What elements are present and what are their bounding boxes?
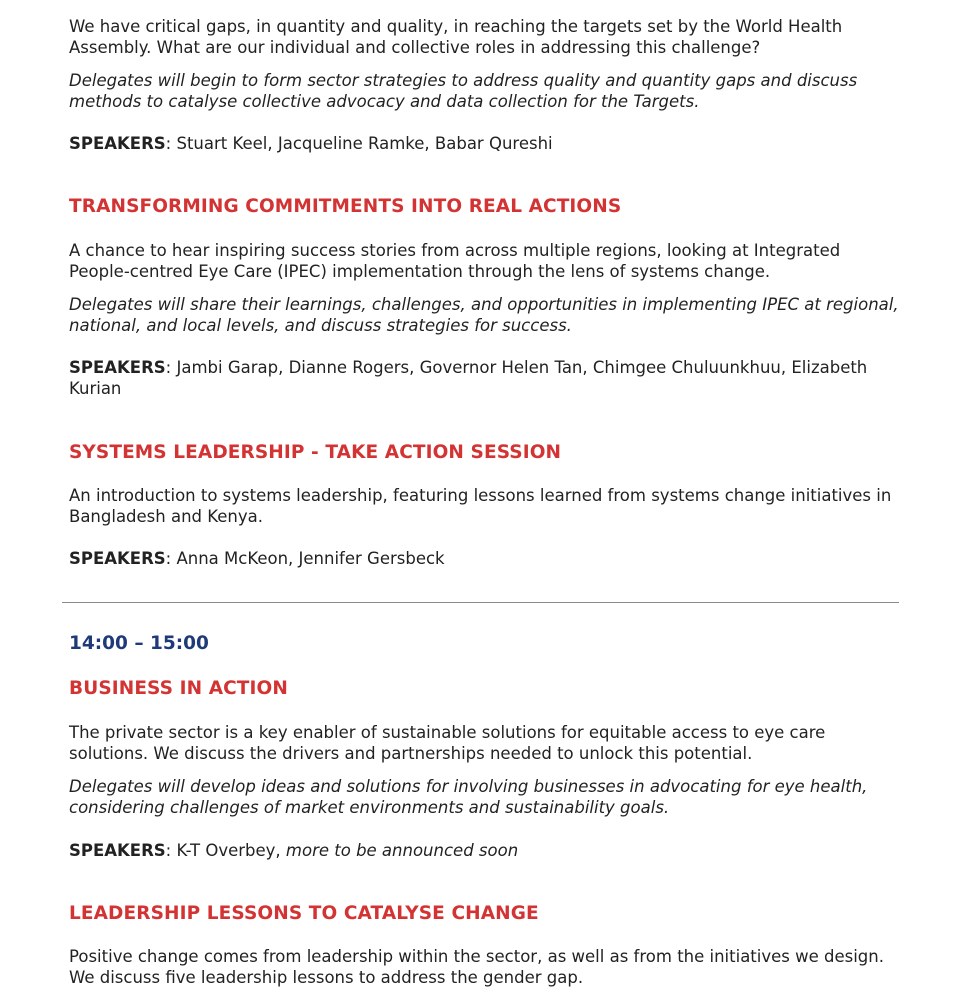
speakers-note: more to be announced soon bbox=[285, 841, 519, 860]
session1-description: We have critical gaps, in quantity and quality, in reaching the targets set by the World Health Assembly. What are our individual and collective roles in addressing this challenge? bbox=[69, 17, 843, 57]
speakers-list: : Jambi Garap, Dianne Rogers, Governor Helen Tan, Chimgee Chuluunkhuu, Elizabeth Kurian bbox=[69, 358, 868, 398]
session1-speakers bbox=[69, 133, 899, 154]
session3-description: An introduction to systems leadership, featuring lessons learned from systems change initiatives in Bangladesh and Kenya. bbox=[69, 486, 892, 526]
speakers-label: SPEAKERS bbox=[69, 549, 166, 568]
session4-speakers bbox=[69, 840, 899, 861]
speakers-label: SPEAKERS bbox=[69, 358, 166, 377]
speakers-label: SPEAKERS bbox=[69, 841, 166, 860]
speakers-list: : Anna McKeon, Jennifer Gersbeck bbox=[165, 549, 445, 568]
session2-title: TRANSFORMING COMMITMENTS INTO REAL ACTIONS bbox=[69, 196, 622, 217]
speakers-list: : K-T Overbey, bbox=[165, 841, 286, 860]
session2-delegates: Delegates will share their learnings, challenges, and opportunities in implementing IPEC at regional, national, and local levels, and discuss strategies for success. bbox=[69, 295, 899, 335]
session5-description: Positive change comes from leadership within the sector, as well as from the initiatives we design. We discuss five leadership lessons to address the gender gap. bbox=[69, 947, 884, 987]
time-slot: 14:00 – 15:00 bbox=[69, 633, 209, 654]
session3-title: SYSTEMS LEADERSHIP - TAKE ACTION SESSION bbox=[69, 442, 562, 463]
speakers-label: SPEAKERS bbox=[69, 134, 166, 153]
session4-title: BUSINESS IN ACTION bbox=[69, 678, 288, 699]
session2-speakers bbox=[69, 357, 899, 399]
speakers-list: : Stuart Keel, Jacqueline Ramke, Babar Qureshi bbox=[165, 134, 553, 153]
session3-speakers bbox=[69, 548, 899, 569]
session4-description: The private sector is a key enabler of sustainable solutions for equitable access to eye care solutions. We discuss the drivers and partnerships needed to unlock this potential. bbox=[69, 723, 826, 763]
session2-description: A chance to hear inspiring success stories from across multiple regions, looking at Integrated People-centred Eye Care (IPEC) implementation through the lens of systems change. bbox=[69, 241, 841, 281]
session1-delegates: Delegates will begin to form sector strategies to address quality and quantity gaps and discuss methods to catalyse collective advocacy and data collection for the Targets. bbox=[69, 71, 858, 111]
session5-title: LEADERSHIP LESSONS TO CATALYSE CHANGE bbox=[69, 903, 539, 924]
session4-delegates: Delegates will develop ideas and solutions for involving businesses in advocating for eye health, considering challenges of market environments and sustainability goals. bbox=[69, 777, 868, 817]
section-divider bbox=[62, 602, 899, 603]
